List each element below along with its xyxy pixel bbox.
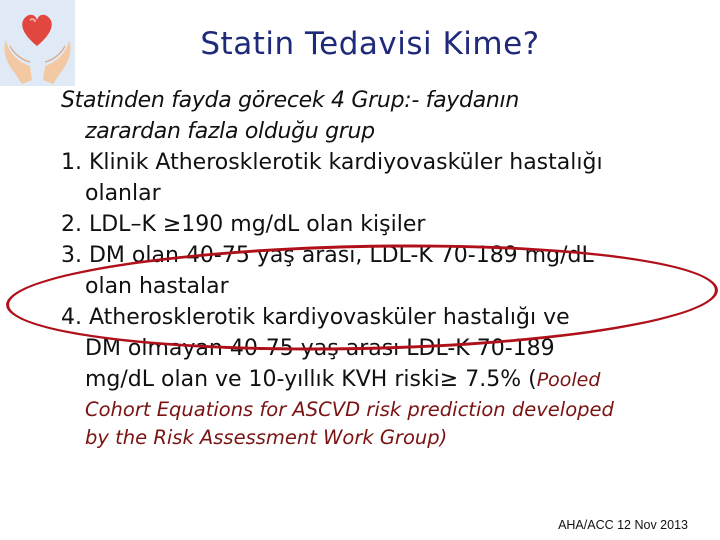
note-line-2: by the Risk Assessment Work Group) xyxy=(85,426,448,449)
slide-title: Statin Tedavisi Kime? xyxy=(200,26,540,62)
list-item-1-line-1: 1. Klinik Atherosklerotik kardiyovasküler hastalığı xyxy=(61,150,603,175)
list-item-3-line-2: olan hastalar xyxy=(85,274,229,299)
heart-hands-logo xyxy=(0,0,75,86)
slide-body xyxy=(61,85,716,452)
list-item-4-line-1: 4. Atherosklerotik kardiyovasküler hastalığı ve xyxy=(61,305,570,330)
subtitle-line-1: Statinden fayda görecek 4 Grup:- faydanın xyxy=(61,88,519,113)
list-item-2-line-1: 2. LDL–K ≥190 mg/dL olan kişiler xyxy=(61,212,426,237)
note-line-1: Cohort Equations for ASCVD risk prediction developed xyxy=(85,398,614,421)
subtitle-line-2: zarardan fazla olduğu grup xyxy=(85,119,375,144)
list-item-1-line-2: olanlar xyxy=(85,181,161,206)
source-footer: AHA/ACC 12 Nov 2013 xyxy=(558,518,688,532)
list-item-4-line-3 xyxy=(61,364,716,396)
list-item-4-note-start: Pooled xyxy=(536,369,601,391)
list-item-3-line-1: 3. DM olan 40-75 yaş arası, LDL-K 70-189 mg/dL xyxy=(61,243,594,268)
list-item-4-line-3-text: mg/dL olan ve 10-yıllık KVH riski≥ 7.5% ( xyxy=(85,367,537,392)
heart-in-hands-icon xyxy=(0,0,75,86)
list-item-4-line-2: DM olmayan 40-75 yaş arası LDL-K 70-189 xyxy=(85,336,555,361)
